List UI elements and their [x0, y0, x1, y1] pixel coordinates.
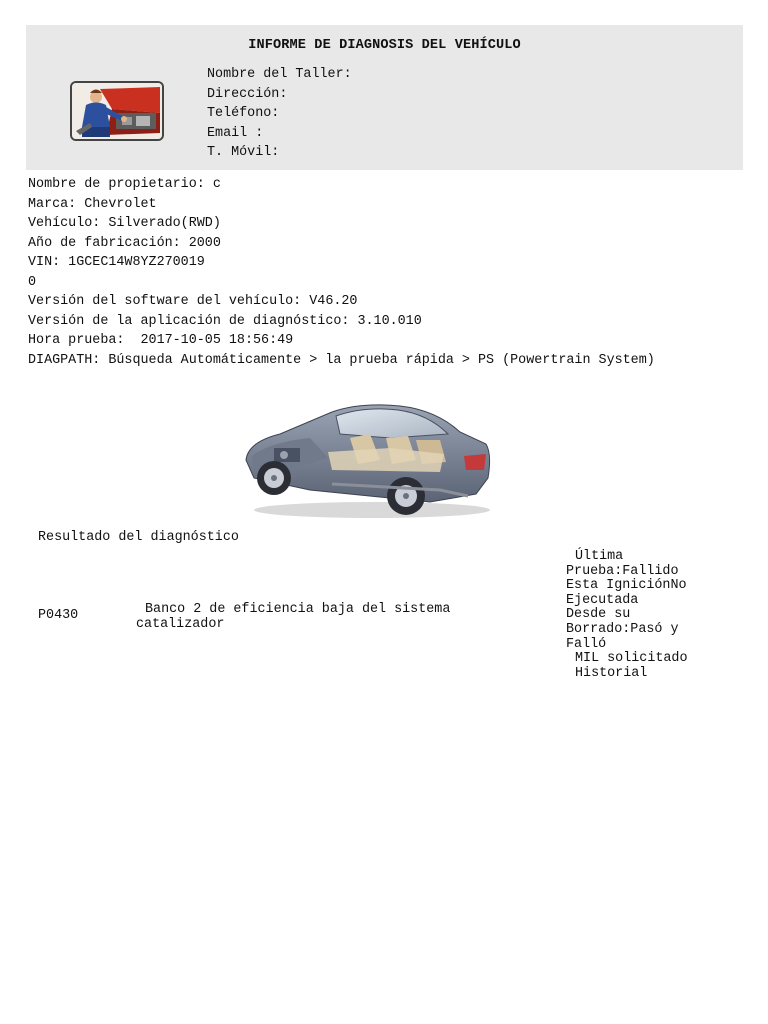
dtc-status-line: MIL solicitado — [575, 651, 688, 667]
shop-fields — [207, 65, 352, 163]
dtc-status-line: Desde su — [566, 607, 631, 623]
shop-address-field: Dirección: — [207, 86, 288, 102]
software-version: Versión del software del vehículo: V46.20 — [28, 294, 358, 309]
dtc-code: P0430 — [38, 608, 79, 623]
shop-name-field: Nombre del Taller: — [207, 67, 352, 82]
dtc-status-line: Prueba:Fallido — [566, 563, 679, 579]
dtc-status-line: Borrado:Pasó y — [566, 621, 679, 637]
dtc-status-line: Historial — [575, 665, 648, 681]
test-time: Hora prueba: 2017-10-05 18:56:49 — [28, 333, 294, 348]
vehicle-make: Marca: Chevrolet — [28, 196, 157, 212]
car-cutaway-icon — [240, 398, 496, 522]
vehicle-year: Año de fabricación: 2000 — [28, 235, 221, 251]
dtc-status-line: Falló — [566, 636, 607, 652]
dtc-status-line: Última — [575, 549, 624, 564]
mechanic-logo-icon — [70, 81, 164, 141]
app-version: Versión de la aplicación de diagnóstico: 3.10.010 — [28, 313, 422, 329]
vehicle-vin: VIN: 1GCEC14W8YZ270019 — [28, 255, 205, 270]
vehicle-vin-suffix: 0 — [28, 274, 37, 290]
dtc-status — [566, 550, 726, 681]
results-heading: Resultado del diagnóstico — [38, 530, 239, 545]
dtc-description: Banco 2 de eficiencia baja del sistema catalizador — [136, 602, 451, 632]
vehicle-info — [28, 175, 740, 368]
diagpath: DIAGPATH: Búsqueda Automáticamente > la prueba rápida > PS (Powertrain System) — [28, 352, 655, 368]
report-header — [26, 25, 743, 170]
shop-mobile-field: T. Móvil: — [207, 145, 280, 161]
shop-phone-field: Teléfono: — [207, 106, 280, 122]
dtc-status-line: Ejecutada — [566, 592, 639, 608]
owner-name: Nombre de propietario: c — [28, 177, 221, 192]
vehicle-model: Vehículo: Silverado(RWD) — [28, 216, 221, 231]
dtc-status-line: Esta IgniciónNo — [566, 578, 687, 594]
shop-email-field: Email : — [207, 125, 264, 141]
report-title: INFORME DE DIAGNOSIS DEL VEHÍCULO — [248, 38, 521, 53]
